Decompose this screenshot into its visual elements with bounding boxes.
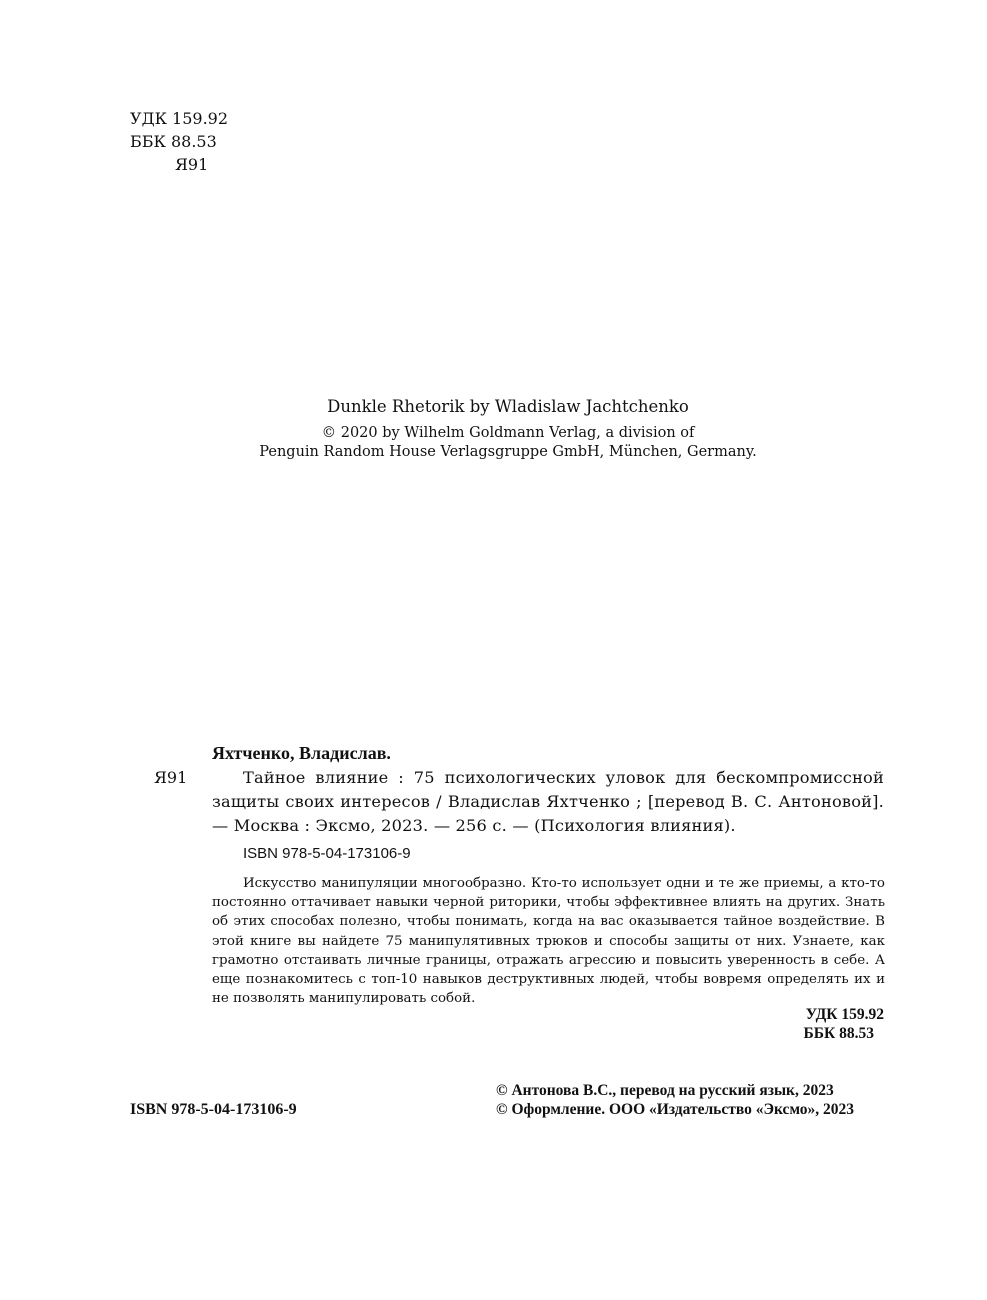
catalog-code: Я91 [154,768,188,787]
card-isbn: ISBN 978-5-04-173106-9 [243,845,411,862]
original-title-line: Dunkle Rhetorik by Wladislaw Jachtchenko [327,397,689,416]
bbk-top: ББК 88.53 [130,132,217,151]
original-publisher-line: Penguin Random House Verlagsgruppe GmbH, München, Germany. [259,444,757,460]
footer-isbn: ISBN 978-5-04-173106-9 [130,1101,297,1118]
translation-copyright: © Антонова В.С., перевод на русский язык, 2023 [496,1082,834,1099]
annotation: Искусство манипуляции многообразно. Кто-то использует одни и те же приемы, а кто-то постоянно оттачивает навыки черной риторики, чтобы эффективнее влиять на других. Знать об этих способах полезно, чтобы понимать, когда на вас оказывается тайное воздействие. В этой книге вы найдете 75 манипулятивных трюков и способы защиты от них. Узнаете, как грамотно отстаивать личные границы, отражать агрессию и повысить уверенность в себе. А еще познакомитесь с топ-10 навыков деструктивных людей, чтобы вовремя определять их и не позволять манипулировать собой. [212,876,885,1007]
bbk-card: ББК 88.53 [803,1025,874,1042]
design-copyright: © Оформление. ООО «Издательство «Эксмо», 2023 [496,1101,855,1118]
author-heading: Яхтченко, Владислав. [212,743,391,763]
udk-card: УДК 159.92 [805,1006,884,1023]
author-mark-top: Я91 [175,155,209,174]
udk-top: УДК 159.92 [130,109,229,128]
original-copyright-line: © 2020 by Wilhelm Goldmann Verlag, a division of [321,425,695,441]
bibliographic-description: Тайное влияние : 75 психологических уловок для бескомпромиссной защиты своих интересов / Владислав Яхтченко ; [перевод В. С. Антоновой]. — Москва : Эксмо, 2023. — 256 с. — (Психология влияния). [212,768,884,835]
